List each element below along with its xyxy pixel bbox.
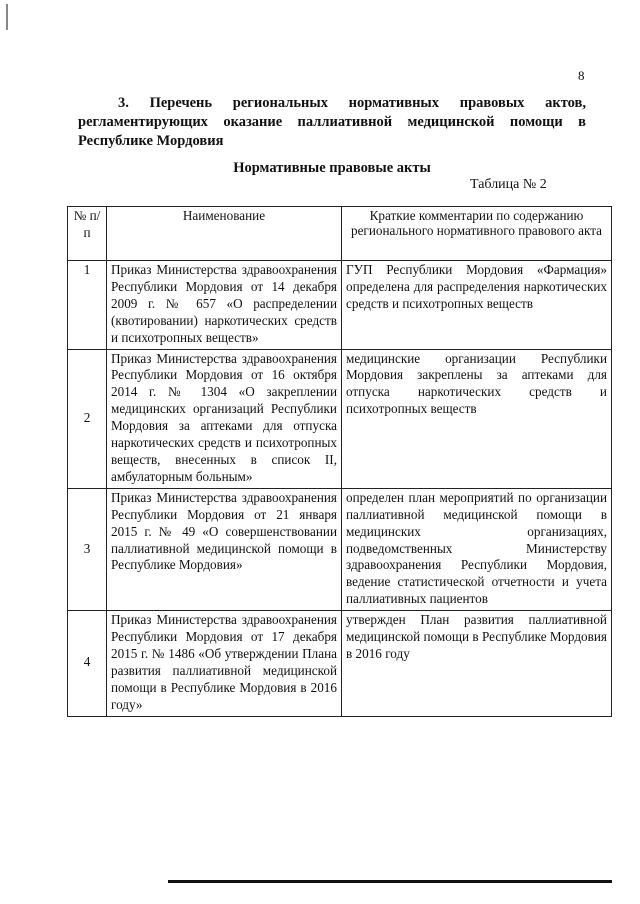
table-subtitle: Нормативные правовые акты [233,160,431,176]
scan-margin-mark [6,4,8,30]
table-label: Таблица № 2 [470,177,547,192]
section-heading [78,94,586,151]
table-row [68,261,612,350]
row-number: 3 [68,488,107,610]
header-comment: Краткие комментарии по содержанию регионального нормативного правового акта [342,207,612,261]
row-comment: утвержден План развития паллиативной медицинской помощи в Республике Мордовия в 2016 году [342,611,612,716]
table-row [68,611,612,716]
row-name: Приказ Министерства здравоохранения Республики Мордовия от 17 декабря 2015 г. № 1486 «Об утверждении Плана развития паллиативной медицинской помощи в Республике Мордовия в 2016 году» [107,611,342,716]
header-name: Наименование [107,207,342,261]
row-comment: медицинские организации Республики Мордовия закреплены за аптеками для отпуска наркотических средств и психотропных веществ [342,349,612,488]
bottom-rule [168,880,612,883]
header-number: № п/п [68,207,107,261]
table-header-row [68,207,612,261]
section-title: Перечень региональных нормативных правовых актов, регламентирующих оказание паллиативной медицинской помощи в Республике Мордовия [78,95,586,149]
row-name: Приказ Министерства здравоохранения Республики Мордовия от 21 января 2015 г. № 49 «О совершенствовании паллиативной медицинской помощи в Республике Мордовия» [107,488,342,610]
row-number: 4 [68,611,107,716]
section-number: 3. [118,95,129,111]
row-comment: ГУП Республики Мордовия «Фармация» определена для распределения наркотических средств и психотропных веществ [342,261,612,350]
row-name: Приказ Министерства здравоохранения Республики Мордовия от 14 декабря 2009 г. № 657 «О распределении (квотировании) наркотических средств и психотропных веществ» [107,261,342,350]
row-number: 1 [68,261,107,350]
row-comment: определен план мероприятий по организации паллиативной медицинской помощи в медицинских организациях, подведомственных Министерству здравоохранения Республики Мордовия, ведение статистической отчетности и учета паллиативных пациентов [342,488,612,610]
row-number: 2 [68,349,107,488]
table-row [68,488,612,610]
page-number: 8 [578,68,585,83]
row-name: Приказ Министерства здравоохранения Республики Мордовия от 16 октября 2014 г. № 1304 «О закреплении медицинских организаций Республики Мордовия за аптеками для отпуска наркотических средств и психотропных веществ, внесенных в список II, амбулаторным больным» [107,349,342,488]
table-row [68,349,612,488]
acts-table [67,206,612,717]
